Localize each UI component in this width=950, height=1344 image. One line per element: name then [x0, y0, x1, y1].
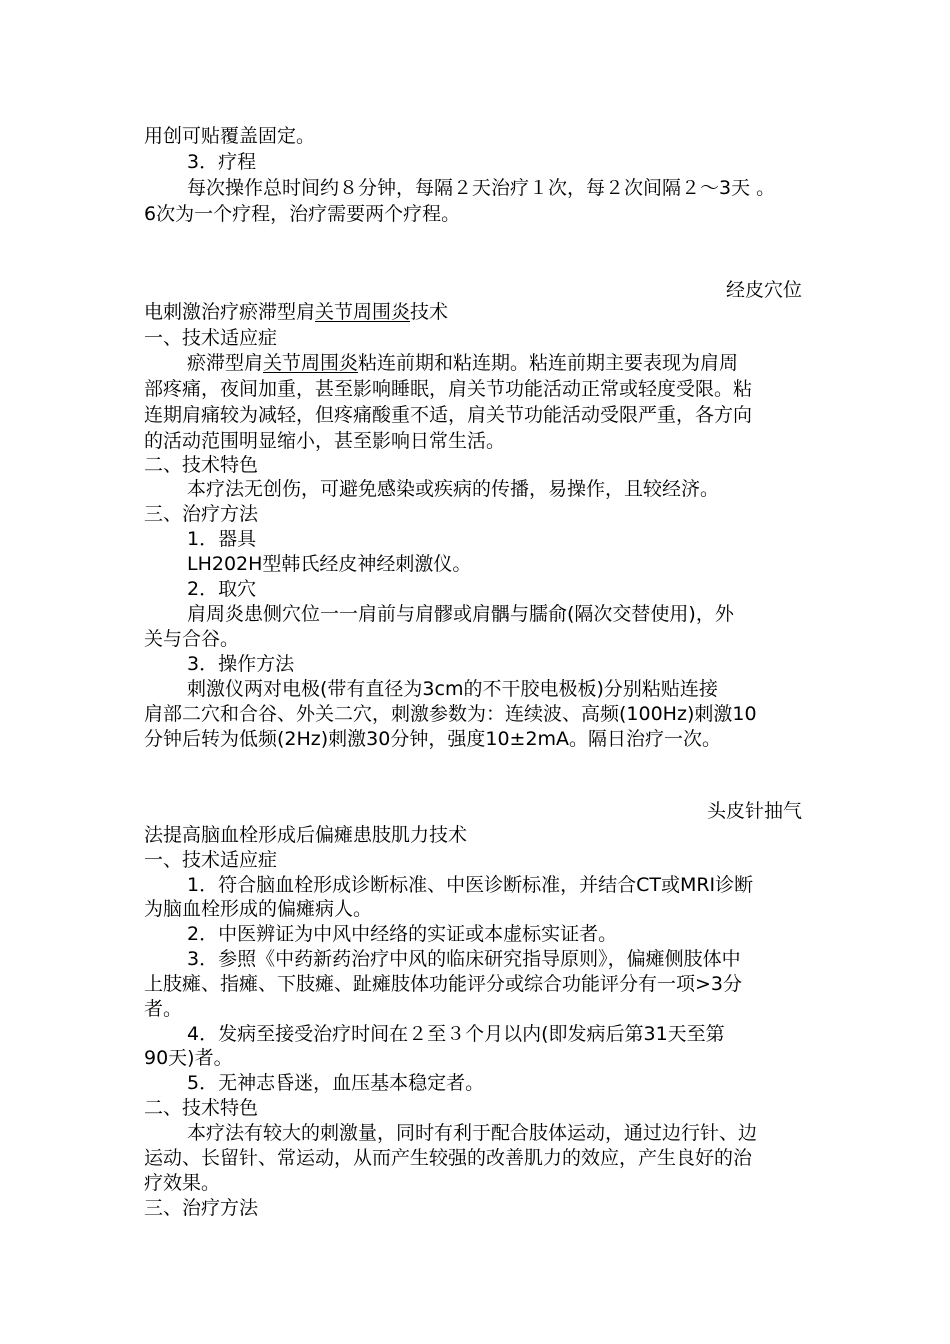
text-line: 运动、长留针、常运动，从而产生较强的改善肌力的效应，产生良好的治: [144, 1147, 753, 1169]
text-line: 连期肩痛较为减轻，但疼痛酸重不适，肩关节功能活动受限严重，各方向: [144, 404, 753, 426]
text-line: 分钟后转为低频(2Hz)刺激30分钟，强度10±2mA。隔日治疗一次。: [144, 728, 722, 750]
subsection-heading: 3．操作方法: [187, 653, 295, 675]
title-segment: 技术: [410, 301, 449, 323]
section-title-start: 头皮针抽气: [706, 800, 802, 822]
text-segment: 瘀滞型肩: [187, 352, 264, 374]
subsection-heading: 2．取穴: [187, 578, 257, 600]
text-line: 刺激仪两对电极(带有直径为3cm的不干胶电极板)分别粘贴连接: [187, 678, 718, 700]
text-line: 90天)者。: [144, 1047, 233, 1069]
text-line: 4．发病至接受治疗时间在２至３个月以内(即发病后第31天至第: [187, 1023, 725, 1045]
section-heading: 三、治疗方法: [144, 503, 259, 525]
underlined-term: 关节周围炎: [263, 352, 359, 374]
section-heading: 三、治疗方法: [144, 1197, 259, 1219]
text-line: 2．中医辨证为中风中经络的实证或本虚标实证者。: [187, 923, 618, 945]
text-line: 者。: [144, 998, 183, 1020]
text-line: 肩部二穴和合谷、外关二穴，刺激参数为：连续波、高频(100Hz)刺激10: [144, 703, 757, 725]
underlined-term: 关节周围炎: [315, 301, 411, 323]
text-line: 6次为一个疗程，治疗需要两个疗程。: [144, 203, 461, 225]
text-line: 5．无神志昏迷，血压基本稳定者。: [187, 1072, 485, 1094]
subsection-heading: 3．疗程: [187, 151, 257, 173]
section-heading: 一、技术适应症: [144, 327, 278, 349]
text-line: [187, 350, 827, 376]
subsection-heading: 1．器具: [187, 528, 257, 550]
text-line: 疗效果。: [144, 1172, 221, 1194]
text-line: 的活动范围明显缩小，甚至影响日常生活。: [144, 430, 506, 452]
section-heading: 一、技术适应症: [144, 849, 278, 871]
text-line: LH202H型韩氏经皮神经刺激仪。: [187, 553, 472, 575]
text-line: 用创可贴覆盖固定。: [144, 125, 316, 147]
text-line: 部疼痛，夜间加重，甚至影响睡眠，肩关节功能活动正常或轻度受限。粘: [144, 378, 753, 400]
text-line: 本疗法有较大的刺激量，同时有利于配合肢体运动，通过边行针、边: [187, 1122, 758, 1144]
text-line: 关与合谷。: [144, 628, 240, 650]
text-line: 肩周炎患侧穴位一一肩前与肩髎或肩髃与臑俞(隔次交替使用)，外: [187, 603, 734, 625]
section-heading: 二、技术特色: [144, 454, 259, 476]
section-title-continued: 法提高脑血栓形成后偏瘫患肢肌力技术: [144, 824, 468, 846]
text-line: 1．符合脑血栓形成诊断标准、中医诊断标准，并结合CT或MRI诊断: [187, 874, 754, 896]
text-line: 本疗法无创伤，可避免感染或疾病的传播，易操作，且较经济。: [187, 478, 720, 500]
section-title-continued: [144, 299, 824, 325]
section-title-start: 经皮穴位: [725, 279, 802, 301]
text-segment: 粘连前期和粘连期。粘连前期主要表现为肩周: [358, 352, 739, 374]
text-line: 上肢瘫、指瘫、下肢瘫、趾瘫肢体功能评分或综合功能评分有一项>3分: [144, 973, 743, 995]
title-segment: 电刺激治疗瘀滞型肩: [144, 301, 316, 323]
text-line: 每次操作总时间约８分钟，每隔２天治疗１次，每２次间隔２～3天 。: [187, 177, 776, 199]
text-line: 3．参照《中药新药治疗中风的临床研究指导原则》，偏瘫侧肢体中: [187, 948, 741, 970]
text-line: 为脑血栓形成的偏瘫病人。: [144, 898, 373, 920]
section-heading: 二、技术特色: [144, 1097, 259, 1119]
